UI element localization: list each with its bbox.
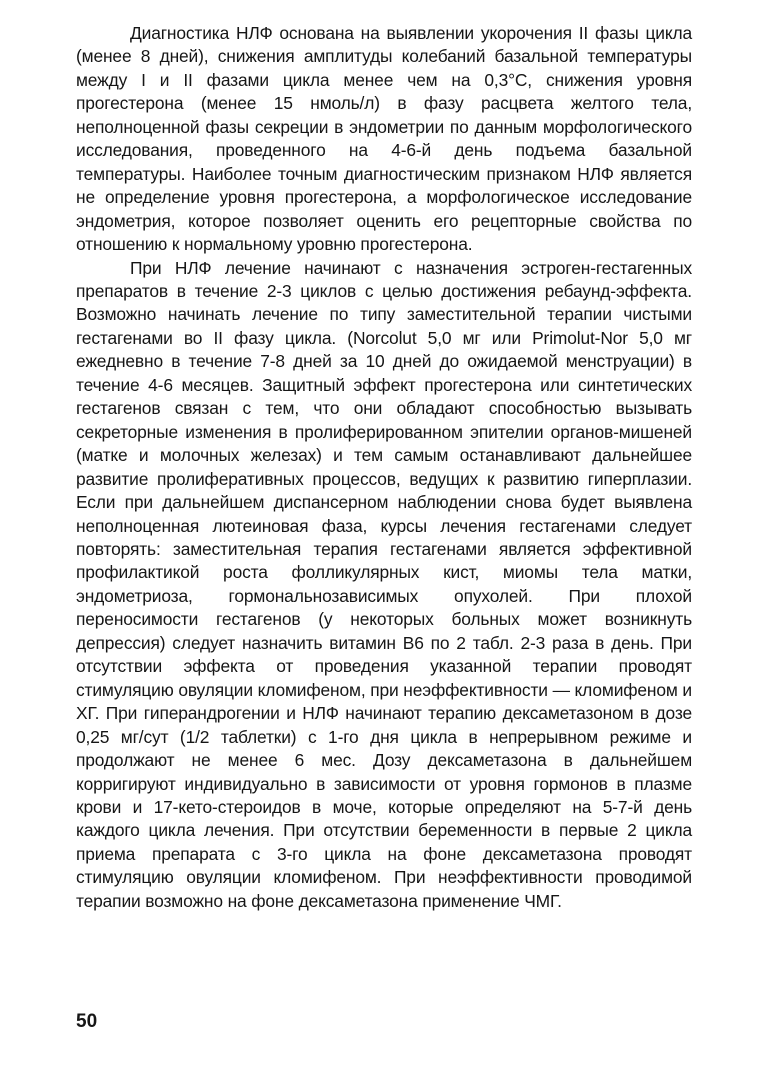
paragraph-treatment: При НЛФ лечение начинают с назначения эстроген-гестагенных препаратов в течение 2-3 циклов с целью достижения ребаунд-эффекта. Возможно начинать лечение по типу заместительной терапии чистыми гестагенами во II фазу цикла. (Norcolut 5,0 мг или Primolut-Nor 5,0 мг ежедневно в течение 7-8 дней за 10 дней до ожидаемой менструации) в течение 4-6 месяцев. Защитный эффект прогестерона или синтетических гестагенов связан с тем, что они обладают способностью вызывать секреторные изменения в пролиферированном эпителии органов-мишеней (матке и молочных железах) и тем самым останавливают дальнейшее развитие пролиферативных процессов, ведущих к развитию гиперплазии. Если при дальнейшем диспансерном наблюдении снова будет выявлена неполноценная лютеиновая фаза, курсы лечения гестагенами следует повторять: заместительная терапия гестагенами является эффективной профилактикой роста фолликулярных кист, миомы тела матки, эндометриоза, гормональнозависимых опухолей. При плохой переносимости гестагенов (у некоторых больных может возникнуть депрессия) следует назначить витамин В6 по 2 табл. 2-3 раза в день. При отсутствии эффекта от проведения указанной терапии проводят стимуляцию овуляции кломифеном, при неэффективности — кломифеном и ХГ. При гиперандрогении и НЛФ начинают терапию дексаметазоном в дозе 0,25 мг/сут (1/2 таблетки) с 1-го дня цикла в непрерывном режиме и продолжают не менее 6 мес. Дозу дексаметазона в дальнейшем корригируют индивидуально в зависимости от уровня гормонов в плазме крови и 17-кето-стероидов в моче, которые определяют на 5-7-й день каждого цикла лечения. При отсутствии беременности в первые 2 цикла приема препарата с 3-го цикла на фоне дексаметазона проводят стимуляцию овуляции кломифеном. При неэффективности проводимой терапии возможно на фоне дексаметазона применение ЧМГ.: [76, 257, 692, 911]
body-text: [76, 22, 692, 913]
paragraph-diagnosis: Диагностика НЛФ основана на выявлении укорочения II фазы цикла (менее 8 дней), снижения амплитуды колебаний базальной температуры между I и II фазами цикла менее чем на 0,3°С, снижения уровня прогестерона (менее 15 нмоль/л) в фазу расцвета желтого тела, неполноценной фазы секреции в эндометрии по данным морфологического исследования, проведенного на 4-6-й день подъема базальной температуры. Наиболее точным диагностическим признаком НЛФ является не определение уровня прогестерона, а морфологическое исследование эндометрия, которое позволяет оценить его рецепторные свойства по отношению к нормальному уровню прогестерона.: [76, 23, 692, 255]
page-number: 50: [76, 1011, 98, 1032]
